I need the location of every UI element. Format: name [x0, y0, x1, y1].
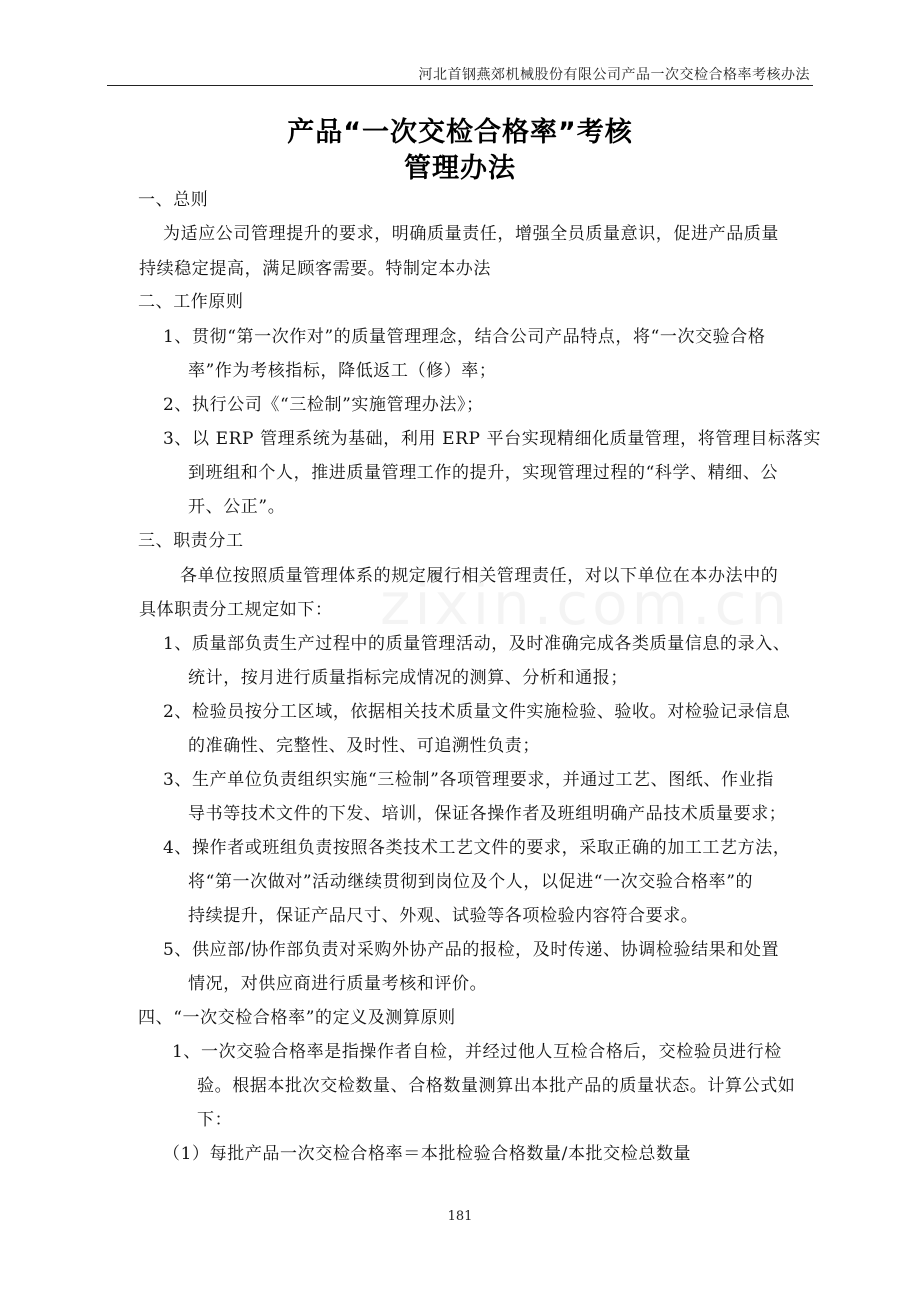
section-heading-general: 一、总则: [138, 190, 209, 210]
section-heading-definition: 四、“一次交检合格率”的定义及测算原则: [138, 1008, 456, 1028]
list-item-continuation: 率”作为考核指标，降低返工（修）率；: [188, 361, 497, 381]
paragraph-line: 具体职责分工规定如下：: [139, 600, 333, 620]
header-rule: [107, 85, 813, 86]
paragraph-line: 持续稳定提高，满足顾客需要。特制定本办法: [139, 259, 491, 279]
list-item-continuation: 下：: [197, 1110, 233, 1130]
formula-line: （1）每批产品一次交检合格率＝本批检验合格数量/本批交检总数量: [163, 1144, 692, 1164]
list-item-continuation: 统计，按月进行质量指标完成情况的测算、分析和通报；: [188, 668, 628, 688]
list-item: 1、质量部负责生产过程中的质量管理活动，及时准确完成各类质量信息的录入、: [163, 634, 791, 654]
document-title-line1: 产品“一次交检合格率”考核: [287, 117, 633, 148]
document-title-line2: 管理办法: [404, 153, 516, 184]
list-item-continuation: 情况，对供应商进行质量考核和评价。: [188, 974, 488, 994]
list-item-continuation: 将“第一次做对”活动继续贯彻到岗位及个人，以促进“一次交验合格率”的: [188, 872, 754, 892]
list-item-continuation: 开、公正”。: [188, 497, 286, 517]
list-item: 1、贯彻“第一次作对”的质量管理理念，结合公司产品特点，将“一次交验合格: [163, 327, 766, 347]
paragraph-line: 为适应公司管理提升的要求，明确质量责任，增强全员质量意识，促进产品质量: [163, 224, 779, 244]
paragraph-line: 各单位按照质量管理体系的规定履行相关管理责任，对以下单位在本办法中的: [180, 566, 779, 586]
list-item: 2、检验员按分工区域，依据相关技术质量文件实施检验、验收。对检验记录信息: [163, 702, 791, 722]
section-heading-principles: 二、工作原则: [138, 292, 244, 312]
list-item-continuation: 到班组和个人，推进质量管理工作的提升，实现管理过程的“科学、精细、公: [188, 463, 779, 483]
list-item-continuation: 验。根据本批次交检数量、合格数量测算出本批产品的质量状态。计算公式如: [197, 1076, 796, 1096]
list-item: 4、操作者或班组负责按照各类技术工艺文件的要求，采取正确的加工工艺方法，: [163, 838, 791, 858]
list-item-continuation: 持续提升，保证产品尺寸、外观、试验等各项检验内容符合要求。: [188, 906, 699, 926]
list-item-continuation: 导书等技术文件的下发、培训，保证各操作者及班组明确产品技术质量要求；: [188, 804, 787, 824]
section-heading-responsibilities: 三、职责分工: [138, 531, 244, 551]
list-item: 5、供应部/协作部负责对采购外协产品的报检，及时传递、协调检验结果和处置: [163, 940, 780, 960]
list-item-continuation: 的准确性、完整性、及时性、可追溯性负责；: [188, 736, 540, 756]
list-item: 3、生产单位负责组织实施“三检制”各项管理要求，并通过工艺、图纸、作业指: [163, 770, 774, 790]
list-item: 3、以 ERP 管理系统为基础，利用 ERP 平台实现精细化质量管理，将管理目标落实: [163, 429, 821, 449]
list-item: 1、一次交验合格率是指操作者自检，并经过他人互检合格后，交检验员进行检: [172, 1042, 782, 1062]
running-header: 河北首钢燕郊机械股份有限公司产品一次交检合格率考核办法: [418, 67, 810, 83]
page-number: 181: [447, 1209, 473, 1224]
list-item: 2、执行公司《“三检制”实施管理办法》；: [163, 395, 484, 415]
